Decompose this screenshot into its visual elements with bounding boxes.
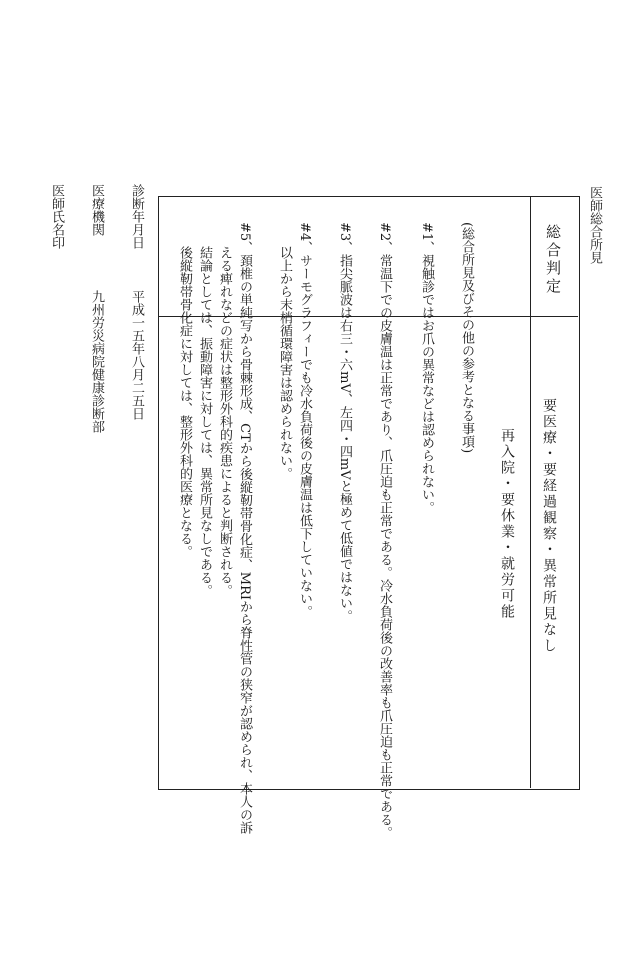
finding-4: #4、サーモグラフィーでも冷水負荷後の皮膚温は低下していない。	[297, 222, 312, 619]
judgment-col-divider	[530, 196, 531, 788]
finding-5-continuation: える痺れなどの症状は整形外科的疾患によると判断される。	[217, 246, 232, 597]
institution-label: 医療機関	[89, 184, 104, 236]
institution-value: 九州労災病院健康診断部	[89, 290, 104, 433]
judgment-options-secondary: 再入院・要休業・就労可能	[499, 428, 515, 620]
finding-2: #2、常温下での皮膚温は正常であり、爪圧迫も正常である。冷水負荷後の改善率も爪圧迫も正常である。	[377, 222, 392, 840]
judgment-label: 総合判定	[544, 224, 562, 296]
section-title: 医師総合所見	[587, 186, 602, 264]
finding-5-conclusion-2: 後縦靭帯骨化症に対しては、整形外科的医療となる。	[177, 246, 192, 558]
finding-4-continuation: 以上から末梢循環障害は認められない。	[277, 246, 292, 480]
finding-1: #1、視触診ではお爪の異常などは認められない。	[419, 222, 434, 515]
diagnosis-date-label: 診断年月日	[129, 184, 144, 249]
diagnosis-date-value: 平成一五年八月二五日	[129, 290, 144, 420]
finding-5: #5、頚椎の単純写から骨棘形成、CTから後縦靭帯骨化症、MRIから脊性管の狭窄が認められ、本人の訴	[237, 222, 252, 835]
finding-5-conclusion: 結論としては、振動障害に対しては、異常所見なしである。	[197, 246, 212, 597]
remarks-heading: (総合所見及びその他の参考となる事項)	[459, 222, 474, 454]
judgment-options-primary: 要医療・要経過観察・異常所見なし	[541, 398, 557, 654]
finding-3: #3、指尖脈波は右三・六mV、左四・四mVと極めて低値ではない。	[337, 222, 352, 623]
doctor-signature-label: 医師氏名印	[49, 184, 64, 249]
